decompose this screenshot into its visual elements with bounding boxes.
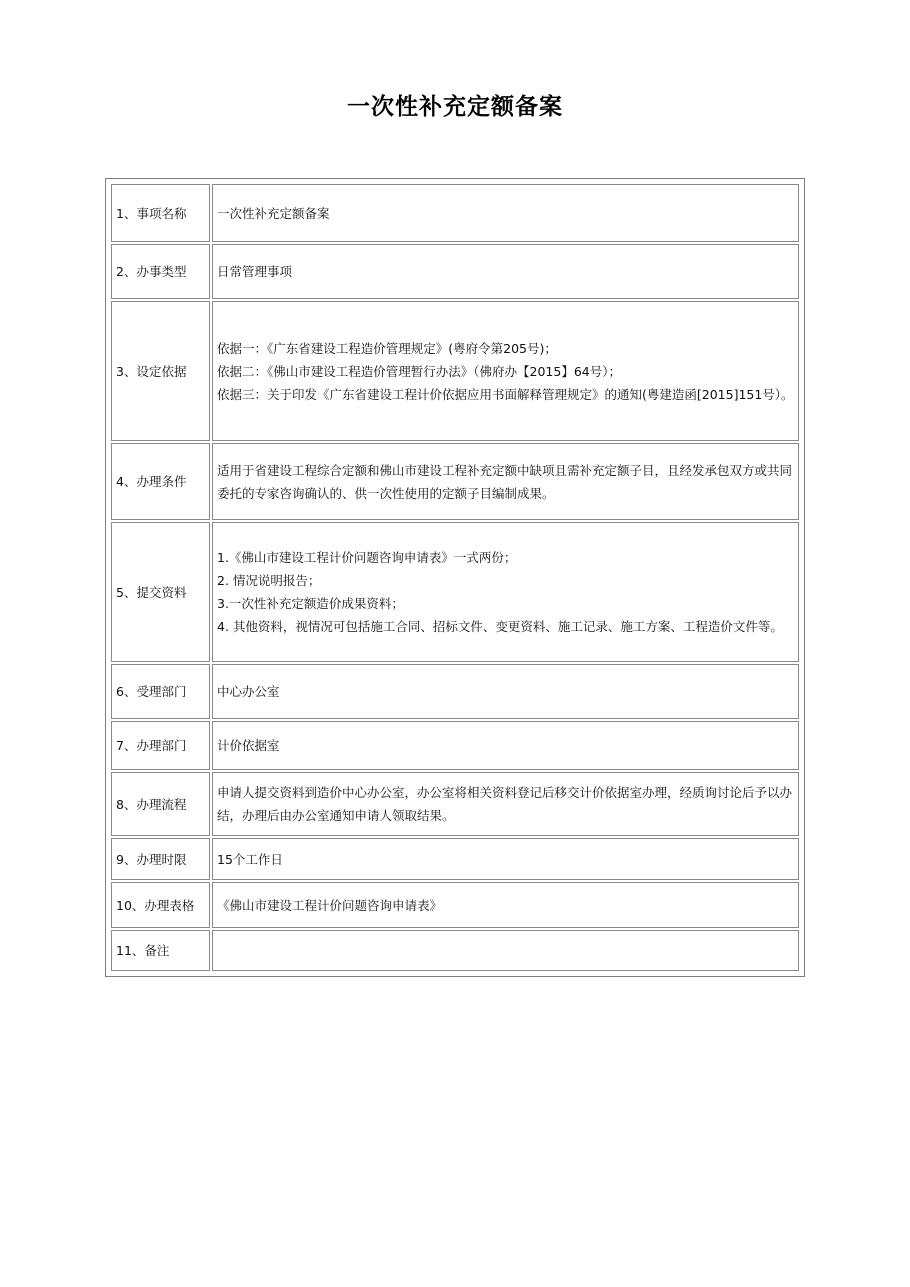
row-label: 11、备注 [111, 930, 210, 971]
table-row [111, 664, 799, 719]
table-row [111, 721, 799, 770]
row-value [212, 522, 799, 662]
row-value-line: 依据三：关于印发《广东省建设工程计价依据应用书面解释管理规定》的通知(粤建造函[2015]151号）。 [217, 386, 794, 402]
row-label: 5、提交资料 [111, 522, 210, 662]
row-value [212, 772, 799, 836]
table-row [111, 184, 799, 242]
table-row [111, 772, 799, 836]
row-value [212, 244, 799, 299]
row-label: 4、办理条件 [111, 443, 210, 520]
row-value [212, 184, 799, 242]
row-value-line: 申请人提交资料到造价中心办公室，办公室将相关资料登记后移交计价依据室办理，经质询讨论后予以办结，办理后由办公室通知申请人领取结果。 [217, 785, 793, 823]
row-label: 3、设定依据 [111, 301, 210, 441]
row-value [212, 721, 799, 770]
row-value-line: 计价依据室 [217, 738, 280, 753]
table-row [111, 443, 799, 520]
row-value-line: 依据二：《佛山市建设工程造价管理暂行办法》（佛府办【2015】64号）； [217, 363, 621, 379]
table-row [111, 244, 799, 299]
row-value-line: 中心办公室 [217, 684, 280, 699]
row-value [212, 443, 799, 520]
row-label: 2、办事类型 [111, 244, 210, 299]
row-label: 6、受理部门 [111, 664, 210, 719]
table-row [111, 522, 799, 662]
row-value-line: 4. 其他资料，视情况可包括施工合同、招标文件、变更资料、施工记录、施工方案、工程造价文件等。 [217, 619, 783, 634]
row-value-line: 15个工作日 [217, 851, 283, 867]
row-label: 1、事项名称 [111, 184, 210, 242]
row-value [212, 930, 799, 971]
table-row [111, 301, 799, 441]
row-value-line: 2. 情况说明报告； [217, 573, 321, 588]
table-row [111, 930, 799, 971]
row-value-line: 适用于省建设工程综合定额和佛山市建设工程补充定额中缺项且需补充定额子目，且经发承包双方或共同委托的专家咨询确认的、供一次性使用的定额子目编制成果。 [217, 462, 793, 501]
row-label: 8、办理流程 [111, 772, 210, 836]
row-value-line: 1.《佛山市建设工程计价问题咨询申请表》一式两份； [217, 550, 517, 565]
row-label: 9、办理时限 [111, 838, 210, 880]
row-value [212, 301, 799, 441]
table-row [111, 838, 799, 880]
info-table [109, 182, 801, 973]
row-value [212, 882, 799, 928]
info-table-frame [105, 178, 805, 977]
row-value-line: 依据一：《广东省建设工程造价管理规定》(粤府令第205号)； [217, 340, 557, 356]
row-label: 7、办理部门 [111, 721, 210, 770]
row-value [212, 664, 799, 719]
row-value-line: 一次性补充定额备案 [217, 205, 330, 221]
row-value [212, 838, 799, 880]
row-value-line: 《佛山市建设工程计价问题咨询申请表》 [217, 897, 443, 913]
page-title: 一次性补充定额备案 [347, 94, 563, 120]
row-value-line: 日常管理事项 [217, 264, 293, 279]
table-row [111, 882, 799, 928]
row-label: 10、办理表格 [111, 882, 210, 928]
row-value-line: 3.一次性补充定额造价成果资料； [217, 596, 404, 611]
